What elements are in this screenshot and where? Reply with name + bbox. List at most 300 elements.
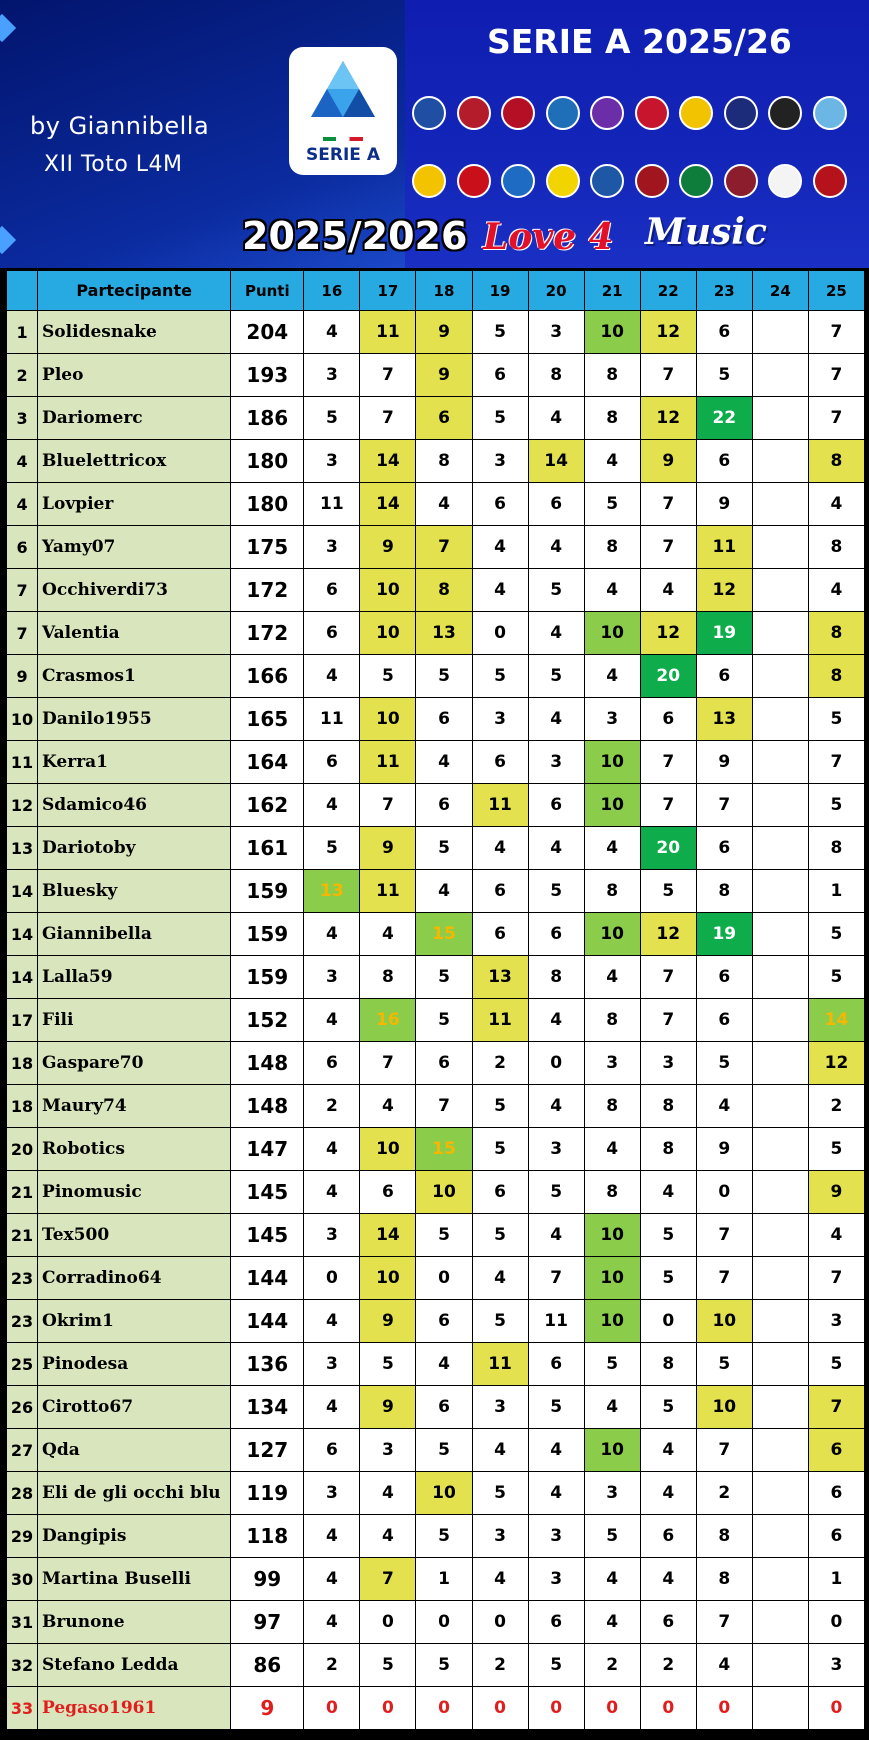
- team-crest-icon: [590, 96, 624, 130]
- round-score-cell: 14: [808, 999, 864, 1042]
- round-score-cell: 8: [808, 440, 864, 483]
- round-score-cell: 3: [304, 1472, 360, 1515]
- participant-name: Stefano Ledda: [38, 1644, 231, 1687]
- round-score-cell: 4: [416, 741, 472, 784]
- round-score-cell: [752, 1386, 808, 1429]
- round-score-cell: 5: [528, 1386, 584, 1429]
- team-crest-icon: [546, 96, 580, 130]
- round-score-cell: [752, 612, 808, 655]
- round-score-cell: 3: [304, 526, 360, 569]
- round-score-cell: 4: [528, 1214, 584, 1257]
- standings-body: [7, 311, 865, 1730]
- round-score-cell: 8: [640, 1128, 696, 1171]
- table-row: [7, 913, 865, 956]
- round-score-cell: 4: [528, 397, 584, 440]
- team-crest-icon: [501, 164, 535, 198]
- round-score-cell: 5: [528, 870, 584, 913]
- participant-name: Robotics: [38, 1128, 231, 1171]
- round-score-cell: 4: [360, 1472, 416, 1515]
- team-crest-icon: [457, 164, 491, 198]
- round-score-cell: [752, 1257, 808, 1300]
- round-score-cell: 9: [696, 1128, 752, 1171]
- round-score-cell: 5: [696, 1343, 752, 1386]
- round-score-cell: 6: [416, 1042, 472, 1085]
- team-crest-icon: [635, 96, 669, 130]
- round-score-cell: 8: [640, 1343, 696, 1386]
- round-score-cell: 12: [808, 1042, 864, 1085]
- round-score-cell: [752, 397, 808, 440]
- round-score-cell: 15: [416, 1128, 472, 1171]
- team-crest-icon: [813, 164, 847, 198]
- round-score-cell: 5: [808, 956, 864, 999]
- round-score-cell: 4: [304, 1386, 360, 1429]
- round-score-cell: 3: [528, 311, 584, 354]
- round-score-cell: [752, 1687, 808, 1730]
- points-cell: 162: [231, 784, 304, 827]
- round-score-cell: 10: [584, 913, 640, 956]
- team-crest-icon: [813, 96, 847, 130]
- points-cell: 164: [231, 741, 304, 784]
- round-score-cell: [752, 956, 808, 999]
- round-score-cell: 4: [528, 612, 584, 655]
- round-score-cell: 10: [584, 741, 640, 784]
- table-row: [7, 1601, 865, 1644]
- round-score-cell: [752, 1343, 808, 1386]
- round-score-cell: 5: [416, 1515, 472, 1558]
- round-score-cell: [752, 440, 808, 483]
- round-score-cell: 2: [808, 1085, 864, 1128]
- round-score-cell: 8: [584, 1171, 640, 1214]
- round-score-cell: 4: [640, 1558, 696, 1601]
- round-score-cell: 10: [696, 1300, 752, 1343]
- round-score-cell: 0: [472, 612, 528, 655]
- round-score-cell: 6: [696, 999, 752, 1042]
- table-row: [7, 698, 865, 741]
- round-score-cell: 7: [360, 397, 416, 440]
- round-score-cell: 3: [808, 1644, 864, 1687]
- round-score-cell: 5: [472, 1300, 528, 1343]
- table-row: [7, 440, 865, 483]
- round-score-cell: 0: [528, 1687, 584, 1730]
- round-score-cell: [752, 1042, 808, 1085]
- round-score-cell: 6: [696, 311, 752, 354]
- round-score-cell: 10: [584, 612, 640, 655]
- rank-cell: 2: [7, 354, 38, 397]
- participant-name: Occhiverdi73: [38, 569, 231, 612]
- team-crest-icon: [724, 164, 758, 198]
- round-score-cell: 7: [640, 483, 696, 526]
- header-participant: Partecipante: [38, 271, 231, 311]
- rank-cell: 14: [7, 913, 38, 956]
- round-score-cell: 3: [528, 1128, 584, 1171]
- points-cell: 134: [231, 1386, 304, 1429]
- round-score-cell: 6: [416, 698, 472, 741]
- points-cell: 145: [231, 1214, 304, 1257]
- round-score-cell: 11: [528, 1300, 584, 1343]
- round-score-cell: 12: [640, 397, 696, 440]
- round-score-cell: 4: [696, 1085, 752, 1128]
- round-score-cell: 5: [416, 1429, 472, 1472]
- participant-name: Bluelettricox: [38, 440, 231, 483]
- round-score-cell: 8: [528, 354, 584, 397]
- round-score-cell: 5: [528, 1644, 584, 1687]
- round-score-cell: 14: [528, 440, 584, 483]
- round-score-cell: 8: [696, 1558, 752, 1601]
- round-score-cell: 5: [528, 569, 584, 612]
- round-score-cell: 7: [360, 354, 416, 397]
- round-score-cell: [752, 1214, 808, 1257]
- round-score-cell: 2: [472, 1644, 528, 1687]
- points-cell: 127: [231, 1429, 304, 1472]
- round-score-cell: 2: [472, 1042, 528, 1085]
- round-score-cell: 4: [696, 1644, 752, 1687]
- round-score-cell: 7: [416, 1085, 472, 1128]
- points-cell: 204: [231, 311, 304, 354]
- round-score-cell: 10: [584, 1429, 640, 1472]
- round-score-cell: 4: [584, 1558, 640, 1601]
- team-crest-icon: [768, 164, 802, 198]
- round-score-cell: 5: [584, 483, 640, 526]
- round-score-cell: 2: [304, 1085, 360, 1128]
- round-score-cell: 6: [640, 1515, 696, 1558]
- rank-cell: 18: [7, 1085, 38, 1128]
- round-score-cell: 12: [696, 569, 752, 612]
- rank-cell: 21: [7, 1214, 38, 1257]
- round-score-cell: 7: [808, 311, 864, 354]
- round-score-cell: 3: [304, 440, 360, 483]
- round-score-cell: [752, 827, 808, 870]
- round-score-cell: 9: [360, 1386, 416, 1429]
- table-row: [7, 1171, 865, 1214]
- rank-cell: 17: [7, 999, 38, 1042]
- round-score-cell: 8: [808, 827, 864, 870]
- round-score-cell: 10: [360, 569, 416, 612]
- table-row: [7, 1687, 865, 1730]
- logo-text: SERIE A: [306, 145, 380, 165]
- points-cell: 159: [231, 956, 304, 999]
- team-crest-icon: [635, 164, 669, 198]
- round-score-cell: 8: [808, 655, 864, 698]
- round-score-cell: 3: [304, 1214, 360, 1257]
- round-score-cell: 11: [360, 870, 416, 913]
- round-score-cell: 4: [472, 1429, 528, 1472]
- rank-cell: 14: [7, 956, 38, 999]
- round-score-cell: 8: [416, 440, 472, 483]
- table-row: [7, 1300, 865, 1343]
- points-cell: 119: [231, 1472, 304, 1515]
- round-score-cell: 4: [472, 827, 528, 870]
- table-row: [7, 1558, 865, 1601]
- header-round: 22: [640, 271, 696, 311]
- participant-name: Valentia: [38, 612, 231, 655]
- round-score-cell: [752, 1558, 808, 1601]
- round-score-cell: 8: [360, 956, 416, 999]
- round-score-cell: 4: [304, 999, 360, 1042]
- round-score-cell: 4: [304, 913, 360, 956]
- table-row: [7, 1128, 865, 1171]
- header-position: [7, 271, 38, 311]
- round-score-cell: [752, 311, 808, 354]
- round-score-cell: 4: [584, 655, 640, 698]
- table-row: [7, 784, 865, 827]
- rank-cell: 6: [7, 526, 38, 569]
- round-score-cell: 5: [696, 1042, 752, 1085]
- points-cell: 165: [231, 698, 304, 741]
- round-score-cell: 4: [416, 483, 472, 526]
- round-score-cell: 9: [416, 311, 472, 354]
- table-row: [7, 1042, 865, 1085]
- header-banner: [0, 0, 869, 268]
- participant-name: Brunone: [38, 1601, 231, 1644]
- team-crest-icon: [679, 96, 713, 130]
- round-score-cell: 1: [808, 870, 864, 913]
- points-cell: 193: [231, 354, 304, 397]
- round-score-cell: 5: [640, 1214, 696, 1257]
- participant-name: Bluesky: [38, 870, 231, 913]
- header-round: 16: [304, 271, 360, 311]
- round-score-cell: 5: [360, 655, 416, 698]
- round-score-cell: 7: [808, 1386, 864, 1429]
- points-cell: 180: [231, 483, 304, 526]
- round-score-cell: 4: [360, 1085, 416, 1128]
- round-score-cell: 0: [416, 1257, 472, 1300]
- round-score-cell: 0: [360, 1687, 416, 1730]
- round-score-cell: 2: [584, 1644, 640, 1687]
- points-cell: 186: [231, 397, 304, 440]
- round-score-cell: [752, 1171, 808, 1214]
- participant-name: Pinomusic: [38, 1171, 231, 1214]
- round-score-cell: 6: [304, 741, 360, 784]
- points-cell: 144: [231, 1257, 304, 1300]
- round-score-cell: 0: [696, 1687, 752, 1730]
- round-score-cell: 4: [584, 569, 640, 612]
- round-score-cell: 3: [584, 698, 640, 741]
- rank-cell: 31: [7, 1601, 38, 1644]
- love-label: Love 4: [483, 216, 614, 258]
- round-score-cell: 0: [416, 1601, 472, 1644]
- round-score-cell: 7: [640, 354, 696, 397]
- rank-cell: 4: [7, 483, 38, 526]
- round-score-cell: 6: [528, 483, 584, 526]
- participant-name: Maury74: [38, 1085, 231, 1128]
- participant-name: Giannibella: [38, 913, 231, 956]
- round-score-cell: 10: [416, 1171, 472, 1214]
- participant-name: Solidesnake: [38, 311, 231, 354]
- rank-cell: 10: [7, 698, 38, 741]
- round-score-cell: 12: [640, 612, 696, 655]
- round-score-cell: 6: [808, 1515, 864, 1558]
- round-score-cell: 11: [304, 483, 360, 526]
- table-row: [7, 397, 865, 440]
- table-row: [7, 1085, 865, 1128]
- round-score-cell: 0: [416, 1687, 472, 1730]
- round-score-cell: 10: [360, 1257, 416, 1300]
- round-score-cell: 14: [360, 483, 416, 526]
- round-score-cell: 0: [472, 1601, 528, 1644]
- round-score-cell: 7: [528, 1257, 584, 1300]
- round-score-cell: 14: [360, 1214, 416, 1257]
- round-score-cell: 0: [808, 1601, 864, 1644]
- round-score-cell: 20: [640, 655, 696, 698]
- round-score-cell: 5: [360, 1644, 416, 1687]
- round-score-cell: 5: [304, 827, 360, 870]
- round-score-cell: 3: [528, 741, 584, 784]
- round-score-cell: 5: [416, 999, 472, 1042]
- participant-name: Gaspare70: [38, 1042, 231, 1085]
- participant-name: Crasmos1: [38, 655, 231, 698]
- round-score-cell: 5: [584, 1515, 640, 1558]
- round-score-cell: 13: [304, 870, 360, 913]
- round-score-cell: 19: [696, 612, 752, 655]
- round-score-cell: 3: [584, 1472, 640, 1515]
- round-score-cell: 3: [472, 698, 528, 741]
- participant-name: Tex500: [38, 1214, 231, 1257]
- round-score-cell: 12: [640, 913, 696, 956]
- rank-cell: 7: [7, 569, 38, 612]
- round-score-cell: 6: [640, 1601, 696, 1644]
- points-cell: 172: [231, 612, 304, 655]
- round-score-cell: 9: [808, 1171, 864, 1214]
- participant-name: Yamy07: [38, 526, 231, 569]
- team-crest-icon: [679, 164, 713, 198]
- participant-name: Dangipis: [38, 1515, 231, 1558]
- season-years: 2025/2026: [242, 214, 468, 258]
- round-score-cell: 8: [696, 870, 752, 913]
- round-score-cell: 6: [528, 784, 584, 827]
- round-score-cell: 7: [808, 741, 864, 784]
- round-score-cell: 4: [304, 1171, 360, 1214]
- round-score-cell: 4: [304, 784, 360, 827]
- rank-cell: 27: [7, 1429, 38, 1472]
- round-score-cell: 7: [808, 354, 864, 397]
- points-cell: 144: [231, 1300, 304, 1343]
- round-score-cell: 6: [528, 913, 584, 956]
- participant-name: Pinodesa: [38, 1343, 231, 1386]
- round-score-cell: 8: [416, 569, 472, 612]
- points-cell: 180: [231, 440, 304, 483]
- round-score-cell: 9: [360, 1300, 416, 1343]
- round-score-cell: 3: [528, 1558, 584, 1601]
- team-crest-icon: [768, 96, 802, 130]
- round-score-cell: 4: [304, 1515, 360, 1558]
- team-crest-icon: [412, 164, 446, 198]
- round-score-cell: 9: [640, 440, 696, 483]
- round-score-cell: 7: [640, 999, 696, 1042]
- table-row: [7, 1644, 865, 1687]
- round-score-cell: 6: [360, 1171, 416, 1214]
- round-score-cell: [752, 741, 808, 784]
- round-score-cell: 10: [584, 784, 640, 827]
- round-score-cell: 5: [416, 956, 472, 999]
- round-score-cell: 6: [696, 956, 752, 999]
- round-score-cell: 4: [808, 483, 864, 526]
- serie-a-logo-icon: [303, 57, 383, 137]
- round-score-cell: 4: [808, 1214, 864, 1257]
- round-score-cell: 5: [416, 827, 472, 870]
- participant-name: Pleo: [38, 354, 231, 397]
- round-score-cell: 7: [696, 1601, 752, 1644]
- round-score-cell: 7: [640, 956, 696, 999]
- round-score-cell: 7: [640, 784, 696, 827]
- round-score-cell: 0: [472, 1687, 528, 1730]
- italy-flag-strip: [323, 137, 363, 141]
- header-round: 21: [584, 271, 640, 311]
- round-score-cell: 11: [360, 741, 416, 784]
- round-score-cell: 6: [304, 569, 360, 612]
- header-round: 17: [360, 271, 416, 311]
- round-score-cell: 5: [304, 397, 360, 440]
- rank-cell: 14: [7, 870, 38, 913]
- round-score-cell: [752, 569, 808, 612]
- header-round: 24: [752, 271, 808, 311]
- participant-name: Danilo1955: [38, 698, 231, 741]
- round-score-cell: 12: [640, 311, 696, 354]
- points-cell: 145: [231, 1171, 304, 1214]
- round-score-cell: 8: [584, 1085, 640, 1128]
- round-score-cell: 8: [584, 999, 640, 1042]
- round-score-cell: 8: [640, 1085, 696, 1128]
- rank-cell: 13: [7, 827, 38, 870]
- rank-cell: 4: [7, 440, 38, 483]
- team-crest-icon: [412, 96, 446, 130]
- round-score-cell: 9: [360, 827, 416, 870]
- round-score-cell: [752, 354, 808, 397]
- round-score-cell: 3: [304, 956, 360, 999]
- table-row: [7, 1214, 865, 1257]
- table-row: [7, 483, 865, 526]
- round-score-cell: 10: [360, 698, 416, 741]
- round-score-cell: 6: [304, 612, 360, 655]
- points-cell: 166: [231, 655, 304, 698]
- participant-name: Kerra1: [38, 741, 231, 784]
- round-score-cell: 5: [472, 1472, 528, 1515]
- round-score-cell: 0: [360, 1601, 416, 1644]
- round-score-cell: 5: [416, 1644, 472, 1687]
- table-row: [7, 612, 865, 655]
- round-score-cell: 5: [808, 1128, 864, 1171]
- team-crest-icon: [724, 96, 758, 130]
- round-score-cell: [752, 526, 808, 569]
- round-score-cell: 4: [584, 440, 640, 483]
- round-score-cell: 4: [808, 569, 864, 612]
- table-row: [7, 1515, 865, 1558]
- round-score-cell: 6: [304, 1429, 360, 1472]
- round-score-cell: 5: [528, 1171, 584, 1214]
- round-score-cell: 6: [528, 1601, 584, 1644]
- round-score-cell: 5: [640, 1257, 696, 1300]
- round-score-cell: [752, 1472, 808, 1515]
- round-score-cell: 9: [696, 741, 752, 784]
- round-score-cell: 2: [696, 1472, 752, 1515]
- round-score-cell: 0: [640, 1687, 696, 1730]
- table-row: [7, 311, 865, 354]
- round-score-cell: 8: [584, 526, 640, 569]
- round-score-cell: 13: [472, 956, 528, 999]
- round-score-cell: 3: [584, 1042, 640, 1085]
- table-row: [7, 1472, 865, 1515]
- table-row: [7, 1429, 865, 1472]
- round-score-cell: 11: [472, 999, 528, 1042]
- round-score-cell: 15: [416, 913, 472, 956]
- points-cell: 172: [231, 569, 304, 612]
- rank-cell: 25: [7, 1343, 38, 1386]
- round-score-cell: 0: [304, 1257, 360, 1300]
- round-score-cell: 6: [472, 483, 528, 526]
- round-score-cell: 4: [640, 1171, 696, 1214]
- music-label: Music: [645, 211, 767, 253]
- round-score-cell: 4: [304, 1300, 360, 1343]
- round-score-cell: 4: [584, 956, 640, 999]
